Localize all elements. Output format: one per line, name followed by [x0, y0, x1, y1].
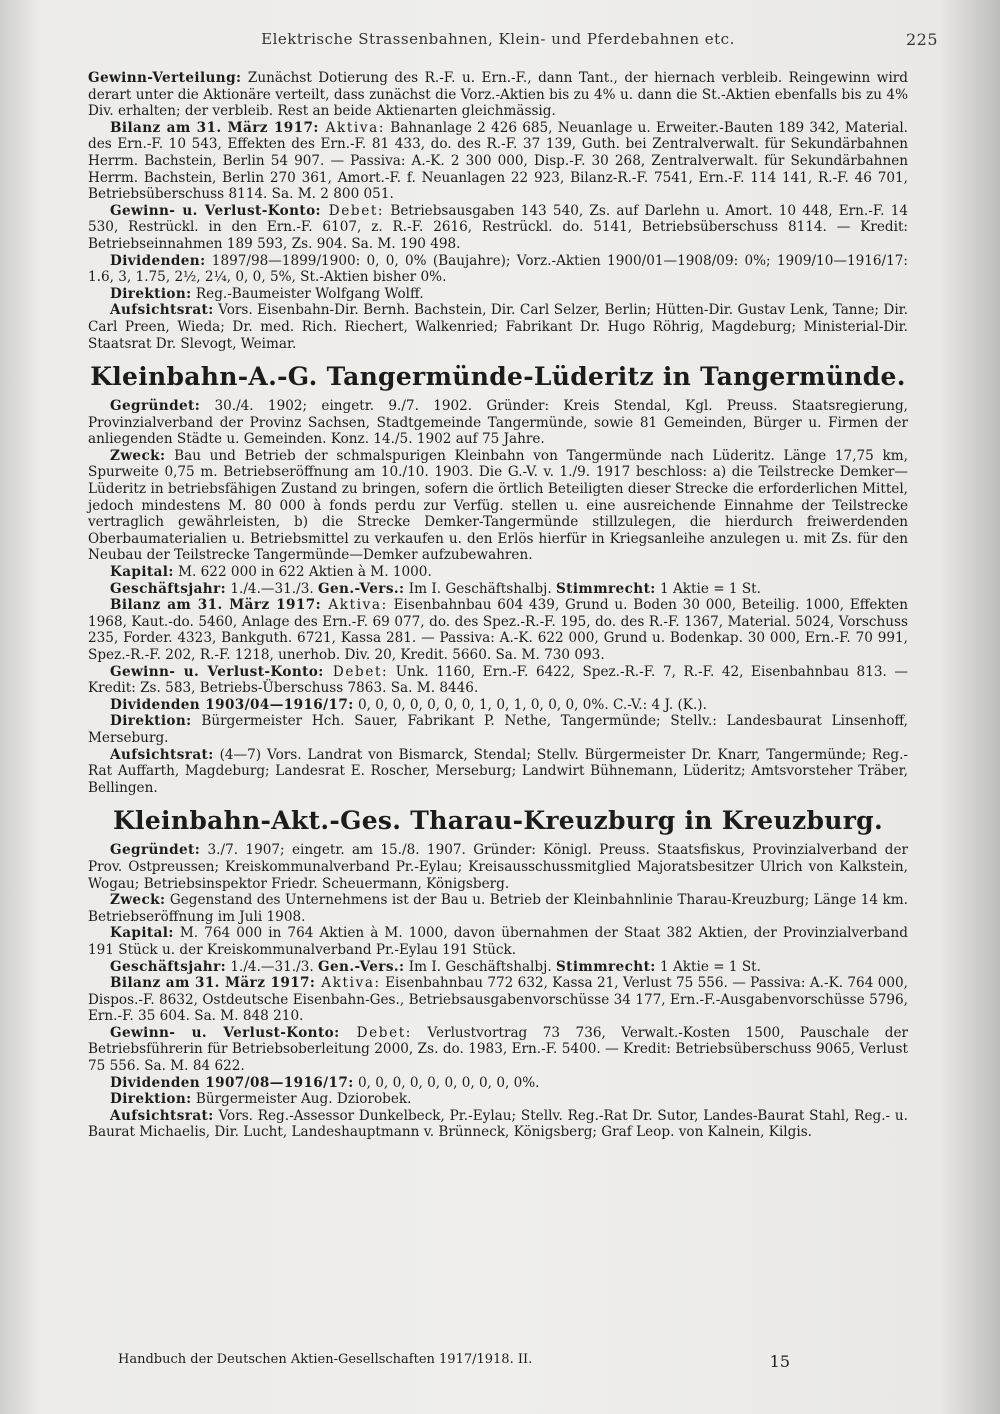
entry-label: Direktion: [110, 1091, 192, 1108]
entry-paragraph [88, 747, 908, 797]
entry-text: M. 764 000 in 764 Aktien à M. 1000, davon übernahmen der Staat 382 Aktien, der Provinzialverband 191 Stück u. der Kreiskommunalverband Pr.-Eylau 191 Stück. [88, 925, 908, 958]
sheet-number: 15 [769, 1352, 790, 1371]
entry-label: Geschäftsjahr: [110, 958, 227, 975]
entry-label: Bilanz am 31. März 1917: [110, 119, 319, 136]
entry-paragraph [88, 697, 908, 714]
entry-label: Direktion: [110, 713, 192, 730]
entry-label: Gen.-Vers.: [318, 580, 405, 597]
entry-paragraph [88, 398, 908, 448]
entry-text: 3./7. 1907; eingetr. am 15./8. 1907. Gründer: Königl. Preuss. Staatsfiskus, Provinzialverband der Prov. Ostpreussen; Kreiskommunalverband Pr.-Eylau; Kreisausschussmitglied Majoratsbesitzer Ulrich von Kalkstein, Wogau; Betriebsinspektor Friedr. Scheuermann, Königsberg. [88, 842, 908, 892]
entry-label: Geschäftsjahr: [110, 580, 227, 597]
entry-label: Dividenden 1907/08—1916/17: [110, 1074, 354, 1091]
entry-paragraph [88, 70, 908, 120]
entry-text: 1./4.—31./3. [226, 958, 318, 975]
entry-paragraph [88, 975, 908, 1025]
entry-label: Zweck: [110, 892, 166, 909]
entry-text: 1897/98—1899/1900: 0, 0, 0% (Baujahre); Vorz.-Aktien 1900/01—1908/09: 0%; 1909/10—1916/17: 1.6, 3, 1.75, 2½, 2¼, 0, 0, 5%, St.-Aktien bisher 0%. [88, 252, 908, 286]
entry-paragraph [88, 1108, 908, 1141]
entry-text: Vors. Reg.-Assessor Dunkelbeck, Pr.-Eylau; Stellv. Reg.-Rat Dr. Sutor, Landes-Baurat Stahl, Reg.- u. Baurat Michaelis, Dir. Lucht, Landeshauptmann v. Brünneck, Königsberg; Graf Leop. von Kalnein, Kilgis. [88, 1107, 908, 1141]
entry-paragraph [88, 925, 908, 958]
entry-paragraph [88, 120, 908, 203]
entry-paragraph [88, 302, 908, 352]
entry-label: Gewinn- u. Verlust-Konto: [110, 202, 321, 219]
entry-label: Stimmrecht: [555, 958, 656, 975]
entry-label: Gegründet: [110, 398, 201, 415]
page-footer [118, 1352, 790, 1371]
entry-label: Bilanz am 31. März 1917: [110, 597, 321, 614]
entry-text: (4—7) Vors. Landrat von Bismarck, Stendal; Stellv. Bürgermeister Dr. Knarr, Tangermünde; Reg.-Rat Auffarth, Magdeburg; Landesrat E. Roscher, Merseburg; Landwirt Bühnemann, Lüderitz; Amtsvorsteher Träber, Bellingen. [88, 746, 908, 796]
entry-label: Gewinn-Verteilung: [88, 70, 242, 86]
entry-label: Gen.-Vers.: [318, 958, 405, 975]
entry-label: Kapital: [110, 564, 174, 581]
entry-paragraph [88, 1025, 908, 1075]
entry-paragraph [88, 203, 908, 253]
entry-paragraph [88, 448, 908, 564]
entry-text: 1 Aktie = 1 St. [655, 958, 761, 975]
entry-sublabel: Debet: [320, 202, 385, 219]
entry-paragraph [88, 713, 908, 746]
entry-text: Reg.-Baumeister Wolfgang Wolff. [191, 285, 424, 302]
entry-paragraph [88, 959, 908, 976]
entry-label: Gegründet: [110, 842, 201, 859]
entry-paragraph [88, 286, 908, 303]
entry-paragraph [88, 597, 908, 663]
running-head [88, 30, 938, 52]
entry-label: Bilanz am 31. März 1917: [110, 975, 316, 992]
company-title: Kleinbahn-Akt.-Ges. Tharau-Kreuzburg in Kreuzburg. [113, 806, 883, 836]
entry-paragraph [88, 564, 908, 581]
entry-paragraph [88, 842, 908, 892]
entry-paragraph [88, 1091, 908, 1108]
entry-text: 1 Aktie = 1 St. [655, 580, 761, 597]
entry-text: Im I. Geschäftshalbj. [404, 580, 556, 597]
entry-text: Im I. Geschäftshalbj. [404, 958, 556, 975]
entry-label: Aufsichtsrat: [110, 746, 214, 763]
entry-text: Unk. 1160, Ern.-F. 6422, Spez.-R.-F. 7, R.-F. 42, Eisenbahnbau 813. — Kredit: Zs. 583, Betriebs-Überschuss 7863. Sa. M. 8446. [88, 663, 908, 697]
entry-sublabel: Aktiva: [315, 975, 381, 992]
entry-text: Eisenbahnbau 772 632, Kassa 21, Verlust 75 556. — Passiva: A.-K. 764 000, Dispos.-F. 8632, Ostdeutsche Eisenbahn-Ges., Betriebsausgabenvorschüsse 34 177, Ern.-F.-Ausgabenvorschüsse 5796, Ern.-F. 35 604. Sa. M. 848 210. [88, 975, 908, 1025]
entry-label: Aufsichtsrat: [110, 302, 214, 319]
entry-text: Eisenbahnbau 604 439, Grund u. Boden 30 000, Beteilig. 1000, Effekten 1968, Kaut.-do. 5460, Anlage des Ern.-F. 69 077, do. des Spez.-R.-F. 195, do. des R.-F. 1367, Material. 5024, Vorschuss 235, Forder. 4323, Bankguth. 6721, Kassa 281. — Passiva: A.-K. 622 000, Grund u. Bodenkap. 30 000, Ern.-F. 70 991, Spez.-R.-F. 202, R.-F. 1218, unerhob. Div. 20, Kredit. 5660. Sa. M. 730 093. [88, 597, 908, 663]
entry-text: Bürgermeister Hch. Sauer, Fabrikant P. Nethe, Tangermünde; Stellv.: Landesbaurat Linsenhoff, Merseburg. [88, 713, 908, 746]
document-body [88, 70, 908, 1141]
entry-label: Direktion: [110, 285, 192, 302]
entry-paragraph [88, 581, 908, 598]
entry-paragraph [88, 892, 908, 925]
book-title: Handbuch der Deutschen Aktien-Gesellschaften 1917/1918. II. [118, 1352, 533, 1367]
entry-label: Gewinn- u. Verlust-Konto: [110, 1024, 340, 1041]
entry-text: 0, 0, 0, 0, 0, 0, 0, 1, 0, 1, 0, 0, 0, 0%. C.-V.: 4 J. (K.). [353, 696, 707, 713]
running-title: Elektrische Strassenbahnen, Klein- und Pferdebahnen etc. [261, 30, 735, 48]
entry-label: Zweck: [110, 447, 166, 464]
entry-paragraph [88, 1075, 908, 1092]
entry-text: Betriebsausgaben 143 540, Zs. auf Darlehn u. Amort. 10 448, Ern.-F. 14 530, Restrückl. in den Ern.-F. 6107, z. R.-F. 2616, Restrückl. do. 5141, Betriebsüberschuss 8114. — Kredit: Betriebseinnahmen 189 593, Zs. 904. Sa. M. 190 498. [88, 202, 908, 252]
entry-text: 30./4. 1902; eingetr. 9./7. 1902. Gründer: Kreis Stendal, Kgl. Preuss. Staatsregierung, Provinzialverband der Provinz Sachsen, Stadtgemeinde Tangermünde, sowie 81 Gemeinden, Bürger u. Firmen der anliegenden Städte u. Gemeinden. Konz. 14./5. 1902 auf 75 Jahre. [88, 398, 908, 448]
entry-label: Dividenden: [110, 252, 206, 269]
page-number: 225 [905, 30, 938, 49]
company-title: Kleinbahn-A.-G. Tangermünde-Lüderitz in Tangermünde. [90, 362, 906, 392]
entry-text: Verlustvortrag 73 736, Verwalt.-Kosten 1500, Pauschale der Betriebsführerin für Betriebsoberleitung 2000, Zs. do. 1983, Ern.-F. 5400. — Kredit: Betriebsüberschuss 9065, Verlust 75 556. Sa. M. 84 622. [88, 1024, 908, 1075]
entry-label: Stimmrecht: [555, 580, 656, 597]
entry-text: Bahnanlage 2 426 685, Neuanlage u. Erweiter.-Bauten 189 342, Material. des Ern.-F. 10 543, Effekten des Ern.-F. 81 433, do. des R.-F. 37 139, Guth. bei Zentralverwalt. für Sekundärbahnen Herrm. Bachstein, Berlin 54 907. — Passiva: A.-K. 2 300 000, Disp.-F. 30 268, Zentralverwalt. für Sekundärbahnen Herrm. Bachstein, Berlin 270 361, Amort.-F. f. Neuanlagen 22 923, Bilanz-R.-F. 7541, Ern.-F. 114 141, R.-F. 46 701, Betriebsüberschuss 8114. Sa. M. 2 800 051. [88, 119, 908, 203]
entry-text: M. 622 000 in 622 Aktien à M. 1000. [173, 564, 432, 581]
entry-sublabel: Debet: [339, 1024, 412, 1041]
entry-label: Kapital: [110, 925, 174, 942]
entry-label: Gewinn- u. Verlust-Konto: [110, 663, 324, 680]
entry-paragraph [88, 664, 908, 697]
entry-text: Gegenstand des Unternehmens ist der Bau u. Betrieb der Kleinbahnlinie Tharau-Kreuzburg; Länge 14 km. Betriebseröffnung im Juli 1908. [88, 892, 908, 925]
entry-text: Bau und Betrieb der schmalspurigen Kleinbahn von Tangermünde nach Lüderitz. Länge 17,75 km, Spurweite 0,75 m. Betriebseröffnung am 10./10. 1903. Die G.-V. v. 1./9. 1917 beschloss: a) die Teilstrecke Demker—Lüderitz in betriebsfähigen Zustand zu bringen, sofern die örtlich Beteiligten dieser Strecke die erforderlichen Mittel, jedoch mindestens M. 80 000 à fonds perdu zur Verfüg. stellen u. eine ausreichende Einnahme der Teilstrecke vertraglich gewährleisten, b) die Strecke Demker-Tangermünde stillzulegen, die hierdurch freiwerdenden Oberbaumaterialien u. Betriebsmittel zu verkaufen u. den Erlös hierfür in Kriegsanleihe anzulegen u. mit Zs. für den Neubau der Teilstrecke Tangermünde—Demker aufzubewahren. [88, 447, 908, 564]
entry-text: Bürgermeister Aug. Dziorobek. [191, 1091, 412, 1108]
entry-sublabel: Debet: [323, 663, 389, 680]
entry-text: 1./4.—31./3. [226, 580, 318, 597]
entry-label: Dividenden 1903/04—1916/17: [110, 696, 354, 713]
entry-text: Vors. Eisenbahn-Dir. Bernh. Bachstein, Dir. Carl Selzer, Berlin; Hütten-Dir. Gustav Lenk, Tanne; Dir. Carl Preen, Wieda; Dr. med. Rich. Riechert, Walkenried; Fabrikant Dr. Hugo Röhrig, Magdeburg; Ministerial-Dir. Staatsrat Dr. Slevogt, Weimar. [88, 302, 908, 352]
entry-sublabel: Aktiva: [321, 597, 388, 614]
entry-text: Zunächst Dotierung des R.-F. u. Ern.-F., dann Tant., der hiernach verbleib. Reingewinn wird derart unter die Aktionäre verteilt, dass zunächst die Vorz.-Aktien bis zu 4% u. dann die St.-Aktien ebenfalls bis zu 4% Div. erhalten; der verbleib. Rest an beide Aktienarten gleichmässig. [88, 70, 908, 120]
entry-label: Aufsichtsrat: [110, 1107, 214, 1124]
entry-paragraph [88, 253, 908, 286]
entry-text: 0, 0, 0, 0, 0, 0, 0, 0, 0, 0%. [353, 1074, 540, 1091]
entry-sublabel: Aktiva: [318, 119, 386, 136]
